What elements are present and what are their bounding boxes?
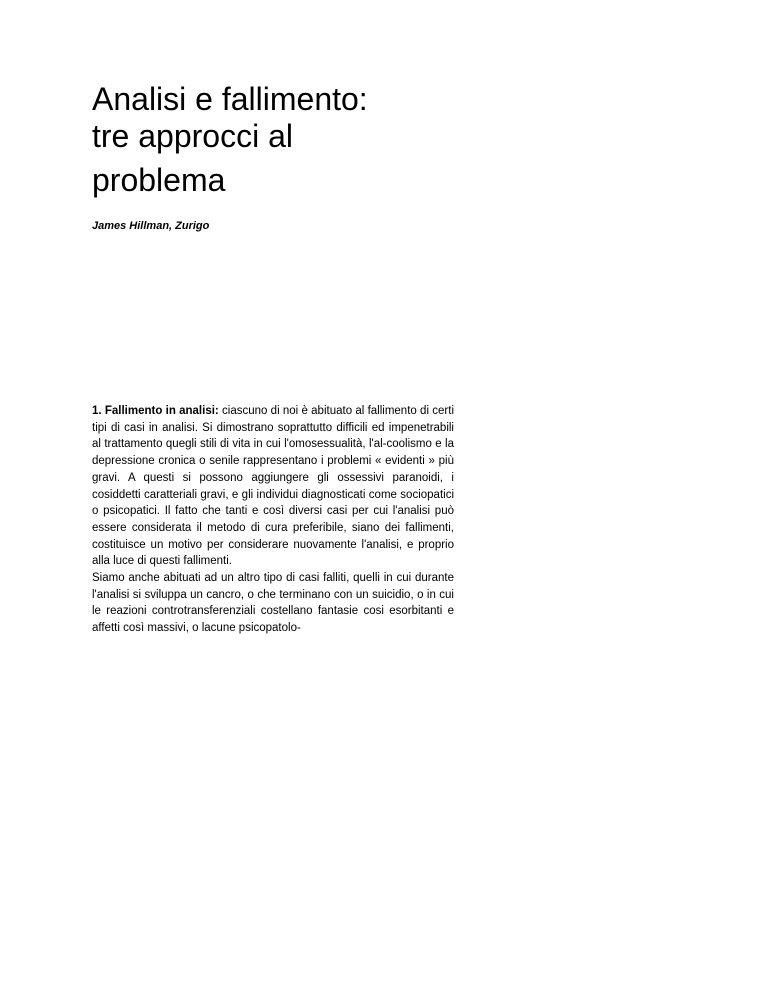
paragraph-2 bbox=[92, 570, 454, 637]
title-line-1: Analisi e fallimento: bbox=[92, 81, 368, 117]
title-line-2: tre approcci al bbox=[92, 118, 293, 154]
article-body bbox=[92, 403, 454, 637]
section-heading: 1. Fallimento in analisi: bbox=[92, 405, 219, 417]
paragraph-2-text: Siamo anche abituati ad un altro tipo di casi falliti, quelli in cui durante l'analisi si sviluppa un cancro, o che terminano con un suicidio, o in cui le reazioni controtransferenziali costellano fantasie cosi esorbitanti e affetti così massivi, o lacune psicopatolo- bbox=[92, 572, 454, 635]
author-byline: James Hillman, Zurigo bbox=[92, 220, 210, 232]
title-line-3: problema bbox=[92, 162, 226, 198]
article-title bbox=[92, 81, 472, 199]
paragraph-1-text: ciascuno di noi è abituato al fallimento di certi tipi di casi in analisi. Si dimostrano soprattutto difficili ed impenetrabili al trattamento quegli stili di vita in cui l'omosessualità, l'al-coolismo e la depressione cronica o senile rappresentano i problemi « evidenti » più gravi. A questi si possono aggiungere gli ossessivi paranoidi, i cosiddetti caratteriali gravi, e gli individui diagnosticati come sociopatici o psicopatici. Il fatto che tanti e così diversi casi per cui l'analisi può essere considerata il metodo di cura preferibile, siano dei fallimenti, costituisce un motivo per considerare nuovamente l'analisi, e proprio alla luce di questi fallimenti. bbox=[92, 405, 454, 568]
paragraph-1 bbox=[92, 403, 454, 570]
